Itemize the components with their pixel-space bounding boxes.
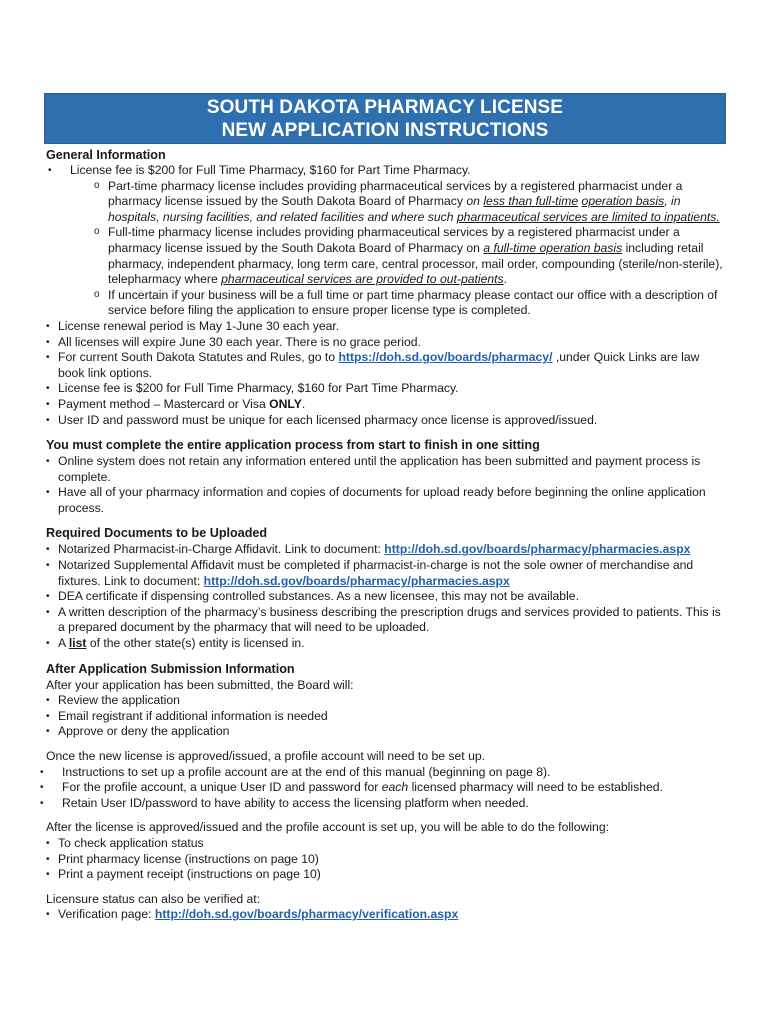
supplemental-affidavit-link[interactable]: http://doh.sd.gov/boards/pharmacy/pharmacies.aspx (203, 573, 510, 588)
profile-list (38, 765, 726, 812)
after-submission-heading: After Application Submission Information (46, 661, 295, 676)
board-intro: After your application has been submitted, the Board will: (46, 677, 354, 692)
list-item: • License fee is $200 for Full Time Pharmacy, $160 for Part Time Pharmacy. (46, 381, 726, 397)
list-item: • To check application status (46, 836, 726, 852)
statutes-link[interactable]: https://doh.sd.gov/boards/pharmacy/ (338, 350, 553, 365)
list-item: • Print pharmacy license (instructions on page 10) (46, 852, 726, 868)
general-information-list (46, 163, 726, 319)
list-item: • A list of the other state(s) entity is licensed in. (46, 636, 726, 652)
list-item: • For current South Dakota Statutes and Rules, go to https://doh.sd.gov/boards/pharmacy/ ,under Quick Links are law book link options. (46, 350, 726, 381)
profile-intro: Once the new license is approved/issued, a profile account will need to be set up. (46, 749, 486, 763)
title-line-2: NEW APPLICATION INSTRUCTIONS (221, 120, 549, 141)
list-item: • Instructions to set up a profile account are at the end of this manual (beginning on page 8). (38, 765, 726, 781)
list-item: • Have all of your pharmacy information and copies of documents for upload ready before beginning the online application process. (46, 485, 726, 516)
board-actions-list (46, 693, 726, 740)
list-item: • License fee is $200 for Full Time Pharmacy, $160 for Part Time Pharmacy. o Part-time pharmacy license includes providing pharmaceutical services by a registered pharmacist under a pharmacy license issued by the South Dakota Board of Pharmacy on less than full-time operation basis, in hospitals, nursing facilities, and related facilities and where such pharmaceutical services are limited to inpatients. o Full-time pharmacy license includes providing pharmaceutical services by a registered pharmacist under a pharmacy license issued by the South Dakota Board of Pharmacy on a full-time operation basis including retail pharmacy, independent pharmacy, long term care, central processor, mail order, compounding (sterile/non-sterile), telepharmacy where pharmaceutical services are provided to out-patients. o If uncertain if your business will be a full time or part time pharmacy please contact our office with a description of service before filing the application to ensure proper license type is completed. (46, 163, 726, 319)
part-time-item: o Part-time pharmacy license includes providing pharmaceutical services by a registered pharmacist under a pharmacy license issued by the South Dakota Board of Pharmacy on less than full-time operation basis, in hospitals, nursing facilities, and related facilities and where such pharmaceutical services are limited to inpatients. (70, 179, 726, 226)
list-item: • A written description of the pharmacy’s business describing the prescription drugs and services provided to patients. This is a prepared document by the pharmacy that will need to be uploaded. (46, 605, 726, 636)
list-item: • Approve or deny the application (46, 724, 726, 740)
verification-list (46, 907, 726, 923)
title-line-1: SOUTH DAKOTA PHARMACY LICENSE (206, 97, 564, 118)
document-page (46, 93, 726, 923)
list-item: • Verification page: http://doh.sd.gov/boards/pharmacy/verification.aspx (46, 907, 726, 923)
verification-intro: Licensure status can also be verified at: (46, 891, 261, 906)
list-item: • For the profile account, a unique User ID and password for each licensed pharmacy will need to be established. (38, 780, 726, 796)
capabilities-intro: After the license is approved/issued and the profile account is set up, you will be able to do the following: (46, 820, 609, 835)
list-item: • Online system does not retain any information entered until the application has been submitted and payment process is complete. (46, 454, 726, 485)
required-documents-heading: Required Documents to be Uploaded (46, 526, 268, 541)
license-type-sublist (70, 179, 726, 319)
one-sitting-heading: You must complete the entire application process from start to finish in one sitting (46, 438, 540, 453)
one-sitting-list (46, 454, 726, 516)
capabilities-list (46, 836, 726, 883)
general-information-heading: General Information (46, 148, 166, 162)
list-item: • Retain User ID/password to have ability to access the licensing platform when needed. (38, 796, 726, 812)
affidavit-link[interactable]: http://doh.sd.gov/boards/pharmacy/pharmacies.aspx (384, 542, 691, 557)
list-item: • All licenses will expire June 30 each year. There is no grace period. (46, 335, 726, 351)
list-item: • Review the application (46, 693, 726, 709)
list-item: • Email registrant if additional information is needed (46, 709, 726, 725)
verification-link[interactable]: http://doh.sd.gov/boards/pharmacy/verification.aspx (154, 907, 459, 922)
uncertain-item: o If uncertain if your business will be a full time or part time pharmacy please contact our office with a description of service before filing the application to ensure proper license type is completed. (70, 288, 726, 319)
required-documents-list (46, 542, 726, 651)
list-item: • License renewal period is May 1-June 30 each year. (46, 319, 726, 335)
list-item: • User ID and password must be unique for each licensed pharmacy once license is approved/issued. (46, 413, 726, 429)
list-item: • Notarized Pharmacist-in-Charge Affidavit. Link to document: http://doh.sd.gov/boards/pharmacy/pharmacies.aspx (46, 542, 726, 558)
list-item: • Notarized Supplemental Affidavit must be completed if pharmacist-in-charge is not the sole owner of merchandise and fixtures. Link to document: http://doh.sd.gov/boards/pharmacy/pharmacies.aspx (46, 558, 726, 589)
general-information-list-2 (46, 319, 726, 428)
list-item: • Payment method – Mastercard or Visa ONLY. (46, 397, 726, 413)
full-time-item: o Full-time pharmacy license includes providing pharmaceutical services by a registered pharmacist under a pharmacy license issued by the South Dakota Board of Pharmacy on a full-time operation basis including retail pharmacy, independent pharmacy, long term care, central processor, mail order, compounding (sterile/non-sterile), telepharmacy where pharmaceutical services are provided to out-patients. (70, 225, 726, 287)
list-item: • Print a payment receipt (instructions on page 10) (46, 867, 726, 883)
title-banner (44, 93, 726, 144)
list-item: • DEA certificate if dispensing controlled substances. As a new licensee, this may not be available. (46, 589, 726, 605)
